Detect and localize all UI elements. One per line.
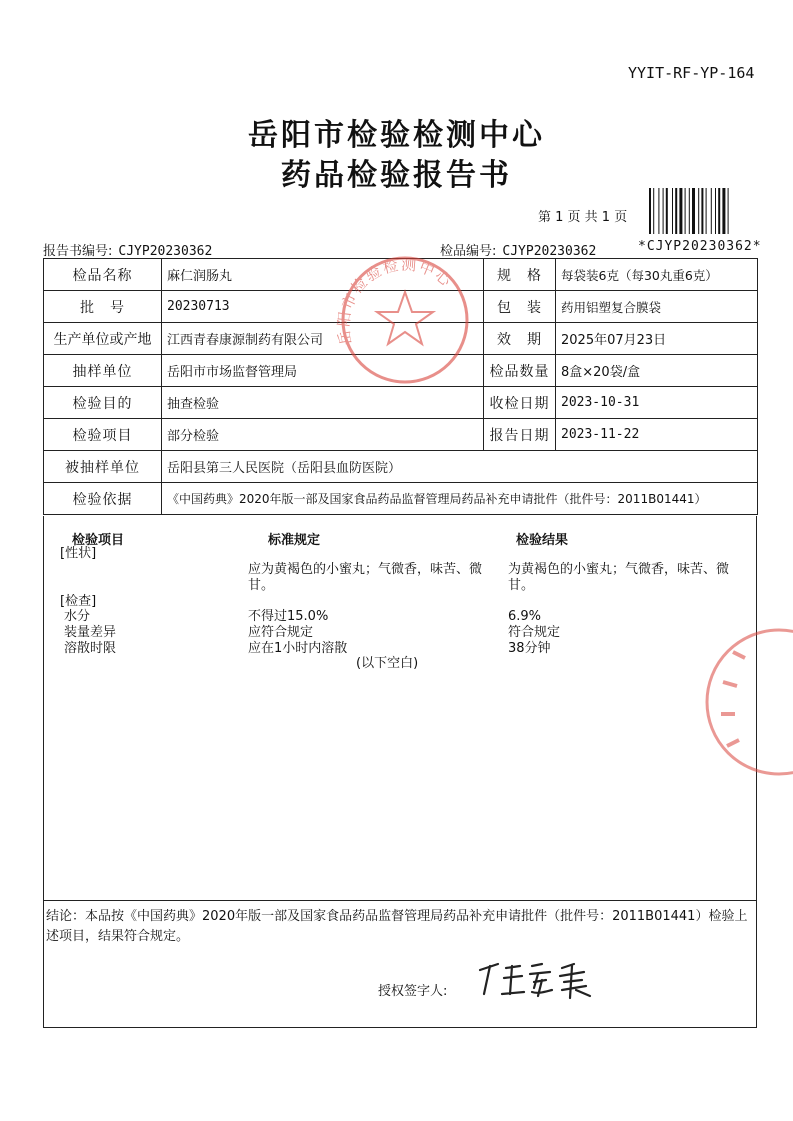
barcode-bar — [685, 188, 686, 234]
items-label: 检验项目 — [44, 419, 162, 451]
received-date-label: 收检日期 — [484, 387, 556, 419]
properties-standard: 应为黄褐色的小蜜丸；气微香，味苦、微甘。 — [248, 562, 483, 593]
table-row — [44, 483, 758, 515]
barcode-bar — [722, 188, 725, 234]
section-checks: [检查] — [60, 594, 97, 609]
barcode-bar — [663, 188, 664, 234]
received-date-value: 2023-10-31 — [556, 387, 758, 419]
table-row — [44, 387, 758, 419]
check-result: 符合规定 — [508, 625, 561, 640]
spec-value: 每袋装6克（每30丸重6克） — [556, 259, 758, 291]
barcode-bar — [689, 188, 690, 234]
barcode-bar — [698, 188, 699, 234]
spec-label: 规 格 — [484, 259, 556, 291]
barcode-bar — [711, 188, 712, 234]
batch-value: 20230713 — [162, 291, 484, 323]
batch-label: 批 号 — [44, 291, 162, 323]
manufacturer-label: 生产单位或产地 — [44, 323, 162, 355]
package-label: 包 装 — [484, 291, 556, 323]
col-header-item: 检验项目 — [72, 533, 125, 548]
sampled-unit-label: 被抽样单位 — [44, 451, 162, 483]
check-item: 溶散时限 — [64, 641, 117, 656]
barcode-bar — [715, 188, 716, 234]
manufacturer-value: 江西青春康源制药有限公司 — [162, 323, 484, 355]
barcode-bar — [706, 188, 707, 234]
barcode — [648, 188, 756, 234]
expiry-label: 效 期 — [484, 323, 556, 355]
report-number — [43, 240, 212, 259]
signature-image — [472, 958, 612, 1002]
table-row — [44, 419, 758, 451]
sample-number-value: CJYP20230362 — [502, 244, 597, 259]
col-header-standard: 标准规定 — [268, 533, 321, 548]
product-name-label: 检品名称 — [44, 259, 162, 291]
secondary-seal — [693, 622, 793, 782]
report-date-label: 报告日期 — [484, 419, 556, 451]
check-standard: 不得过15.0% — [248, 609, 329, 624]
check-standard: 应符合规定 — [248, 625, 314, 640]
quantity-label: 检品数量 — [484, 355, 556, 387]
barcode-bar — [728, 188, 729, 234]
document-code: YYIT-RF-YP-164 — [628, 64, 755, 82]
signature-label: 授权签字人: — [378, 984, 448, 999]
sampled-unit-value: 岳阳县第三人民医院（岳阳县血防医院） — [162, 451, 758, 483]
report-number-value: CJYP20230362 — [118, 244, 213, 259]
barcode-bar — [718, 188, 720, 234]
barcode-bar — [675, 188, 677, 234]
page-info: 第 1 页 共 1 页 — [538, 210, 628, 225]
conclusion-text: 结论：本品按《中国药典》2020年版一部及国家食品药品监督管理局药品补充申请批件（批件号：2011B01441）检验上述项目，结果符合规定。 — [46, 909, 748, 944]
check-item: 装量差异 — [64, 625, 117, 640]
sampling-unit-label: 抽样单位 — [44, 355, 162, 387]
barcode-bar — [658, 188, 659, 234]
barcode-bar — [692, 188, 695, 234]
report-subtitle: 药品检验报告书 — [281, 158, 512, 193]
barcode-bar — [672, 188, 673, 234]
purpose-value: 抽查检验 — [162, 387, 484, 419]
items-value: 部分检验 — [162, 419, 484, 451]
barcode-bar — [679, 188, 682, 234]
barcode-bar — [701, 188, 703, 234]
sample-number-label: 检品编号: — [440, 244, 497, 259]
barcode-bar — [653, 188, 654, 234]
package-value: 药用铝塑复合膜袋 — [556, 291, 758, 323]
product-name-value: 麻仁润肠丸 — [162, 259, 484, 291]
barcode-bar — [666, 188, 668, 234]
section-properties: [性状] — [60, 546, 97, 561]
expiry-value: 2025年07月23日 — [556, 323, 758, 355]
quantity-value: 8盒×20袋/盒 — [556, 355, 758, 387]
seal-text: 岳阳市检验检测中心 — [334, 255, 457, 347]
purpose-label: 检验目的 — [44, 387, 162, 419]
basis-label: 检验依据 — [44, 483, 162, 515]
report-number-label: 报告书编号: — [43, 244, 113, 259]
check-item: 水分 — [64, 609, 91, 624]
official-seal — [322, 252, 488, 386]
check-result: 6.9% — [508, 609, 542, 624]
basis-value: 《中国药典》2020年版一部及国家食品药品监督管理局药品补充申请批件（批件号：2011B01441） — [162, 483, 758, 515]
check-result: 38分钟 — [508, 641, 551, 656]
properties-result: 为黄褐色的小蜜丸；气微香，味苦、微甘。 — [508, 562, 730, 593]
report-date-value: 2023-11-22 — [556, 419, 758, 451]
barcode-bar — [649, 188, 651, 234]
sampling-unit-value: 岳阳市市场监督管理局 — [162, 355, 484, 387]
col-header-result: 检验结果 — [516, 533, 569, 548]
table-row — [44, 451, 758, 483]
check-standard: 应在1小时内溶散 — [248, 641, 348, 656]
barcode-text: *CJYP20230362* — [638, 239, 762, 254]
report-title: 岳阳市检验检测中心 — [248, 118, 545, 153]
blank-note: (以下空白) — [356, 656, 419, 671]
